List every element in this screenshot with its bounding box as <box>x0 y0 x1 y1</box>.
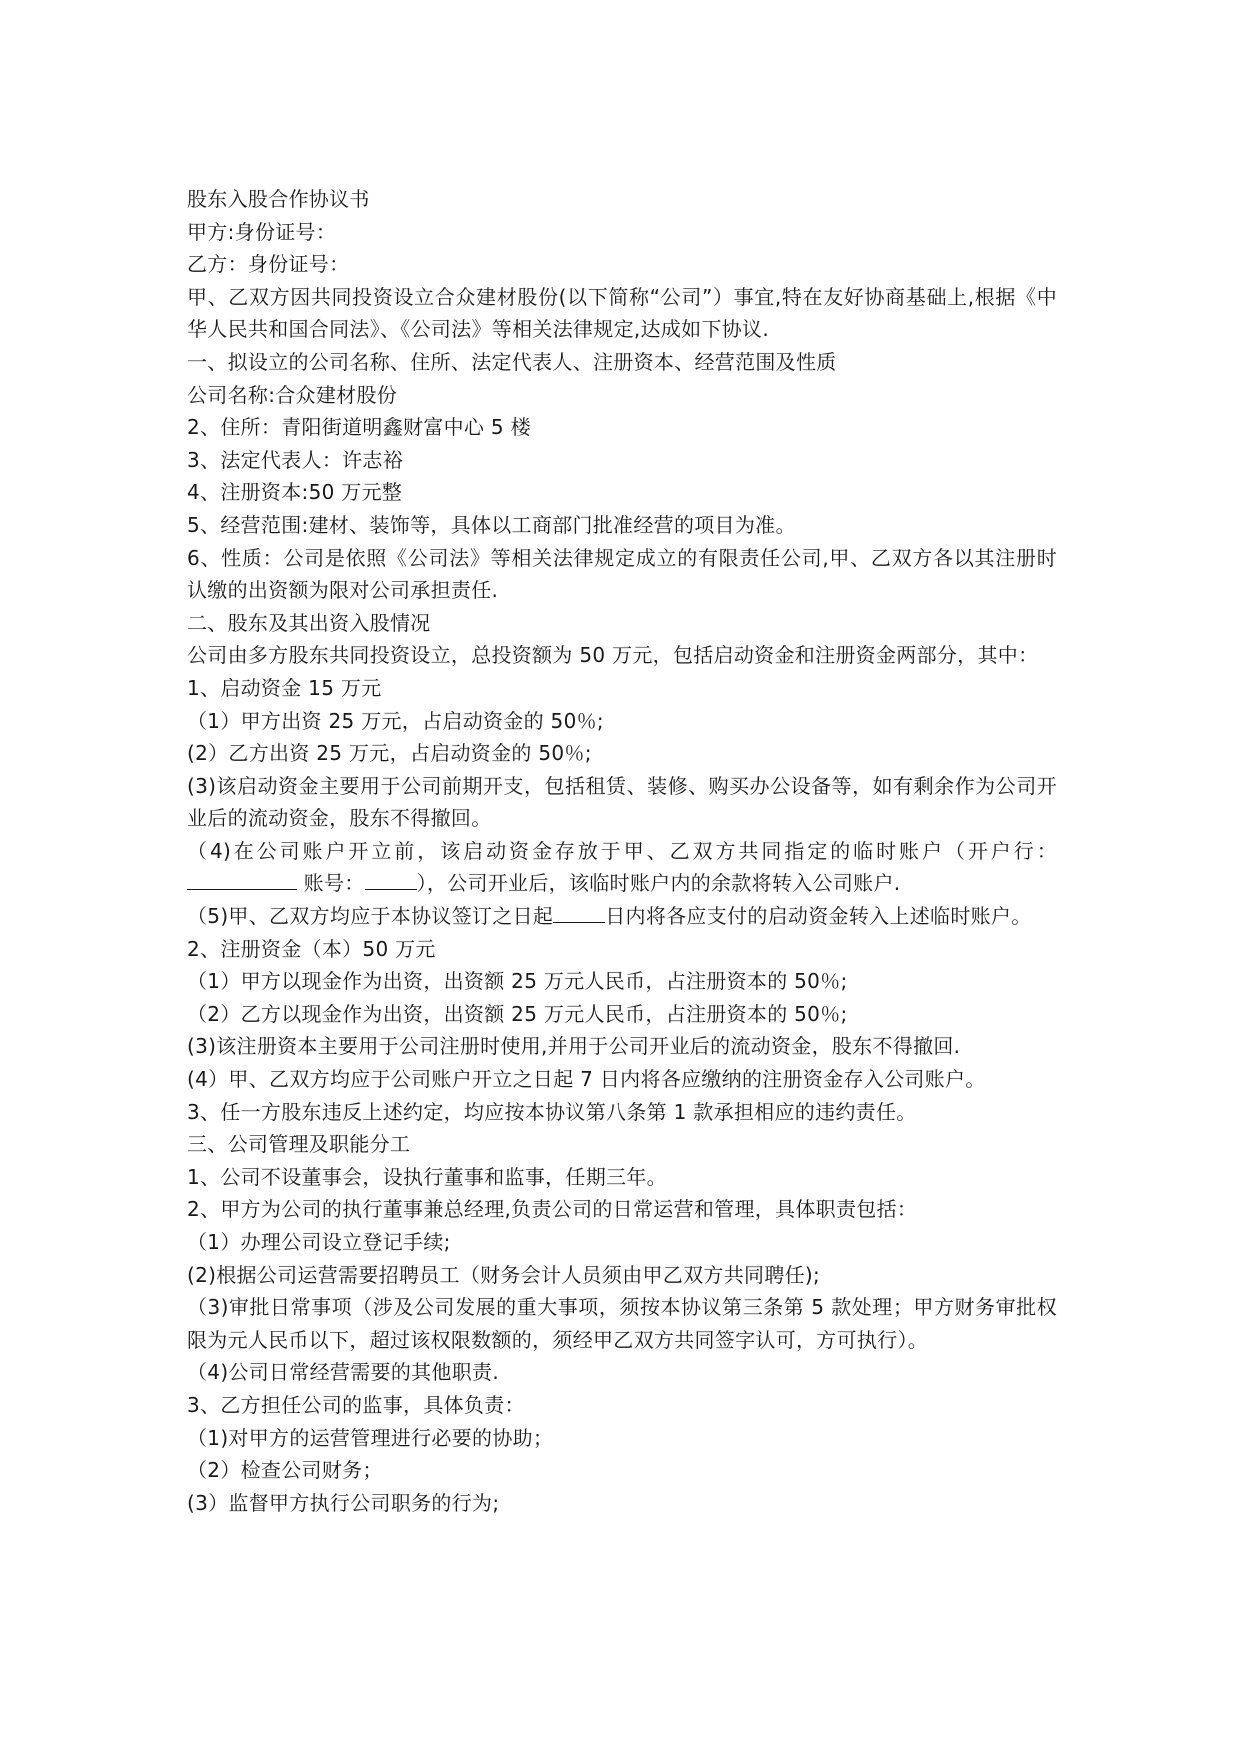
party-b-line: 乙方：身份证号： <box>187 252 350 277</box>
startup-capital-heading: 1、启动资金 15 万元 <box>187 675 382 700</box>
document-title: 股东入股合作协议书 <box>187 187 370 211</box>
section-heading-3: 三、公司管理及职能分工 <box>187 1132 411 1157</box>
startup-item-1: （1）甲方出资 25 万元，占启动资金的 50％; <box>187 708 604 733</box>
document-page <box>187 183 1057 1519</box>
startup-item-2: (2）乙方出资 25 万元，占启动资金的 50％; <box>187 741 592 766</box>
startup-item-5 <box>187 900 1057 933</box>
legal-representative-line: 3、法定代表人：许志裕 <box>187 447 404 472</box>
duty-item-4: （4)公司日常经营需要的其他职责. <box>187 1360 499 1385</box>
duty-item-1: （1）办理公司设立登记手续; <box>187 1230 451 1254</box>
startup-item-4-text-c: ），公司开业后，该临时账户内的余款将转入公司账户. <box>416 871 901 896</box>
preamble-paragraph: 甲、乙双方因共同投资设立合众建材股份(以下简称“公司”）事宜,特在友好协商基础上,根据《中华人民共和国合同法》、《公司法》等相关法律规定,达成如下协议. <box>187 284 1057 342</box>
management-item-1: 1、公司不设董事会，设执行董事和监事，任期三年。 <box>187 1164 667 1189</box>
startup-item-3: (3)该启动资金主要用于公司前期开支，包括租赁、装修、购买办公设备等，如有剩余作为公司开业后的流动资金，股东不得撤回。 <box>187 773 1057 831</box>
address-line: 2、住所：青阳街道明鑫财富中心 5 楼 <box>187 415 531 440</box>
startup-item-5-text-b: 日内将各应支付的启动资金转入上述临时账户。 <box>605 904 1032 929</box>
registered-item-2: （2）乙方以现金作为出资，出资额 25 万元人民币，占注册资本的 50％; <box>187 1001 848 1026</box>
startup-item-4-text-b: 账号： <box>297 871 365 896</box>
duty-item-2: (2)根据公司运营需要招聘员工（财务会计人员须由甲乙双方共同聘任); <box>187 1262 821 1287</box>
registered-item-3: (3)该注册资本主要用于公司注册时使用,并用于公司开业后的流动资金，股东不得撤回. <box>187 1034 961 1059</box>
breach-clause-line: 3、任一方股东违反上述约定，均应按本协议第八条第 1 款承担相应的违约责任。 <box>187 1099 917 1124</box>
company-nature-paragraph: 6、性质：公司是依照《公司法》等相关法律规定成立的有限责任公司,甲、乙双方各以其注册时认缴的出资额为限对公司承担责任. <box>187 545 1057 603</box>
supervisor-item-1: （1)对甲方的运营管理进行必要的协助； <box>187 1425 554 1450</box>
startup-item-4 <box>187 835 1057 900</box>
section-heading-2: 二、股东及其出资入股情况 <box>187 610 431 635</box>
startup-item-5-text-a: （5)甲、乙双方均应于本协议签订之日起 <box>187 904 554 929</box>
section-heading-1: 一、拟设立的公司名称、住所、法定代表人、注册资本、经营范围及性质 <box>187 349 837 374</box>
business-scope-line: 5、经营范围:建材、装饰等，具体以工商部门批准经营的项目为准。 <box>187 512 796 537</box>
startup-item-4-text-a: （4)在公司账户开立前，该启动资金存放于甲、乙双方共同指定的临时账户（开户行： <box>187 838 1057 863</box>
registered-capital-heading: 2、注册资金（本）50 万元 <box>187 936 436 961</box>
bank-name-blank <box>187 871 297 890</box>
duty-item-3: （3)审批日常事项（涉及公司发展的重大事项，须按本协议第三条第 5 款处理；甲方财务审批权限为元人民币以下，超过该权限数额的，须经甲乙双方共同签字认可，方可执行）。 <box>187 1295 1057 1352</box>
investment-overview-paragraph: 公司由多方股东共同投资设立，总投资额为 50 万元，包括启动资金和注册资金两部分，其中： <box>187 643 1039 668</box>
supervisor-item-3: (3）监督甲方执行公司职务的行为; <box>187 1490 500 1515</box>
company-name-line: 公司名称:合众建材股份 <box>187 382 398 407</box>
registered-item-4: (4）甲、乙双方均应于公司账户开立之日起 7 日内将各应缴纳的注册资金存入公司账户。 <box>187 1067 986 1092</box>
registered-capital-line: 4、注册资本:50 万元整 <box>187 480 403 505</box>
management-item-2: 2、甲方为公司的执行董事兼总经理,负责公司的日常运营和管理，具体职责包括： <box>187 1197 918 1222</box>
account-number-blank <box>365 871 417 890</box>
days-blank <box>553 904 605 923</box>
supervisor-item-2: （2）检查公司财务； <box>187 1458 383 1483</box>
party-a-line: 甲方:身份证号： <box>187 219 337 244</box>
registered-item-1: （1）甲方以现金作为出资，出资额 25 万元人民币，占注册资本的 50％; <box>187 969 848 994</box>
supervisor-heading: 3、乙方担任公司的监事，具体负责： <box>187 1392 525 1417</box>
